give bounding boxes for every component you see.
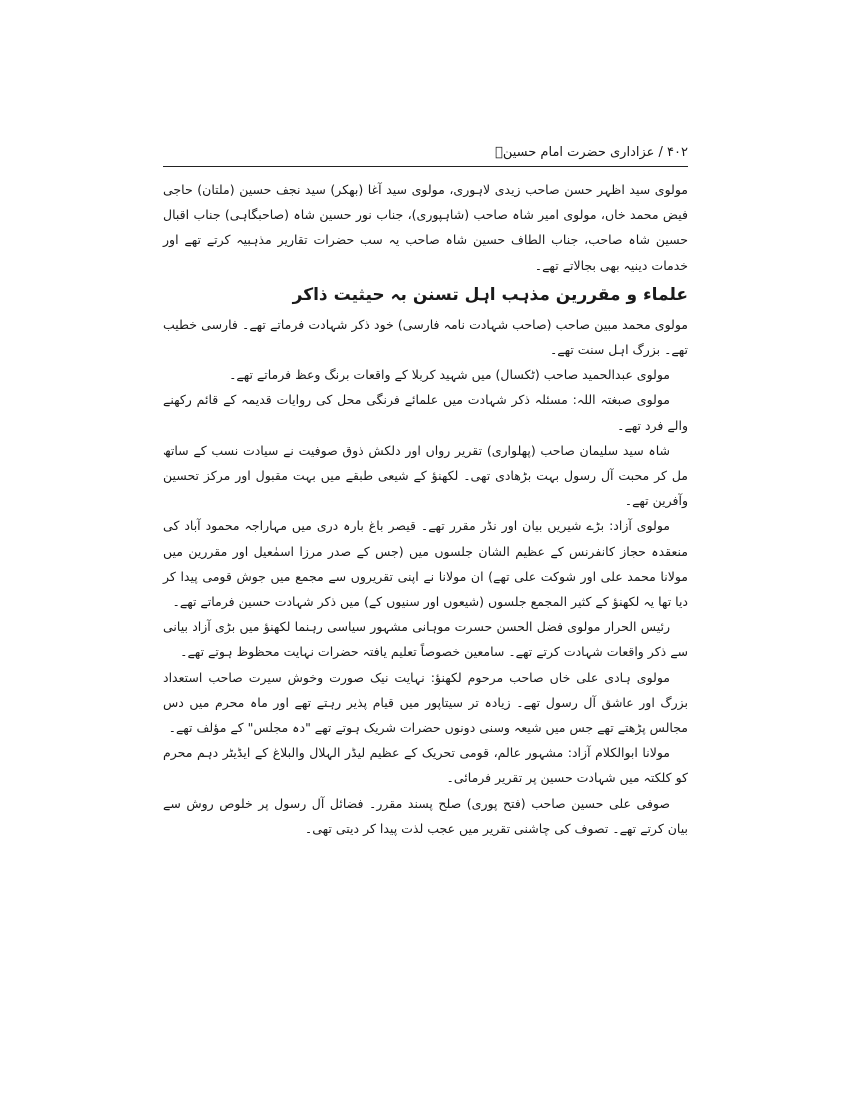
paragraph-azad: مولوی آزاد: بڑے شیریں بیان اور نڈر مقرر تھے۔ قیصر باغ بارہ دری میں مہاراجہ محمود آباد کی منعقدہ حجاز کانفرنس کے عظیم الشان جلسوں میں (جس کے صدر مرزا اسمٰعیل اور مقررین میں مولانا محمد علی اور شوکت علی تھے) ان مولانا نے اپنی تقریروں سے مجمع میں جوش قومی پیدا کر دیا تھا یہ لکھنؤ کے کثیر المجمع جلسوں (شیعوں اور سنیوں کے) میں ذکر شہادت حسین فرماتے تھے۔ bbox=[163, 518, 688, 610]
running-header: ۴۰۲ / عزاداری حضرت امام حسینؑ bbox=[495, 145, 688, 160]
paragraph-abdul-hameed: مولوی عبدالحمید صاحب (ٹکسال) میں شہید کربلا کے واقعات برنگ وعظ فرماتے تھے۔ bbox=[229, 367, 670, 383]
paragraph-hasrat-mohani: رئیس الحرار مولوی فضل الحسن حسرت موہانی مشہور سیاسی رہنما لکھنؤ میں بڑی آزاد بیانی سے ذکر واقعات شہادت کرتے تھے۔ سامعین خصوصاً تعلیم یافتہ حضرات نہایت محظوظ ہوتے تھے۔ bbox=[163, 619, 688, 660]
header-divider bbox=[163, 166, 688, 167]
paragraph-muhammad-mubeen: مولوی محمد مبین صاحب (صاحب شہادت نامہ فارسی) خود ذکر شہادت فرماتے تھے۔ فارسی خطیب تھے۔ بزرگ اہل سنت تھے۔ bbox=[163, 316, 688, 358]
paragraph-hadi-ali: مولوی ہادی علی خاں صاحب مرحوم لکھنؤ: نہایت نیک صورت وخوش سیرت صاحب استعداد بزرگ اور عاشق آل رسول تھے۔ زیادہ تر سیتاپور میں قیام پذیر رہتے تھے اور ماہ محرم میں دس مجالس پڑھتے تھے جس میں شیعہ وسنی دونوں حضرات شریک ہوتے تھے "دہ مجلس" کے مؤلف تھے۔ bbox=[163, 669, 688, 736]
paragraph-sulaiman: شاہ سید سلیمان صاحب (پھلواری) تقریر رواں اور دلکش ذوق صوفیت نے سیادت نسب کے ساتھ مل کر محبت آل رسول بہت بڑھادی تھی۔ لکھنؤ کے شیعی طبقے میں بہت مقبول اور مرکز تحسین وآفرین تھے۔ bbox=[163, 442, 688, 509]
paragraph-sufi-ali-hussain: صوفی علی حسین صاحب (فتح پوری) صلح پسند مقرر۔ فضائل آل رسول پر خلوص روش سے بیان کرتے تھے۔ تصوف کی چاشنی تقریر میں عجب لذت پیدا کر دیتی تھی۔ bbox=[163, 795, 688, 836]
paragraph-abul-kalam-azad: مولانا ابوالکلام آزاد: مشہور عالم، قومی تحریک کے عظیم لیڈر الہلال والبلاغ کے ایڈیٹر دہم محرم کو کلکتہ میں شہادت حسین پر تقریر فرمائی۔ bbox=[163, 745, 688, 786]
page-body bbox=[163, 177, 688, 841]
paragraph-scholars-list: مولوی سید اظہر حسن صاحب زیدی لاہوری، مولوی سید آغا (بھکر) سید نجف حسین (ملتان) حاجی فیض محمد خاں، مولوی امیر شاہ صاحب (شاہپوری)، جناب نور حسین شاہ (صاحبگاہی) جناب اقبال حسین شاہ صاحب، جناب الطاف حسین شاہ صاحب یہ سب حضرات تقاریر مذہبیہ کرتے تھے اور خدمات دینیہ بھی بجالاتے تھے۔ bbox=[163, 182, 688, 273]
section-heading: علماء و مقررین مذہب اہل تسنن بہ حیثیت ذاکر bbox=[292, 284, 688, 305]
paragraph-sibghatullah: مولوی صبغتہ اللہ: مسئلہ ذکر شہادت میں علمائے فرنگی محل کی روایات قدیمہ کے قائم رکھنے والے فرد تھے۔ bbox=[163, 392, 688, 433]
